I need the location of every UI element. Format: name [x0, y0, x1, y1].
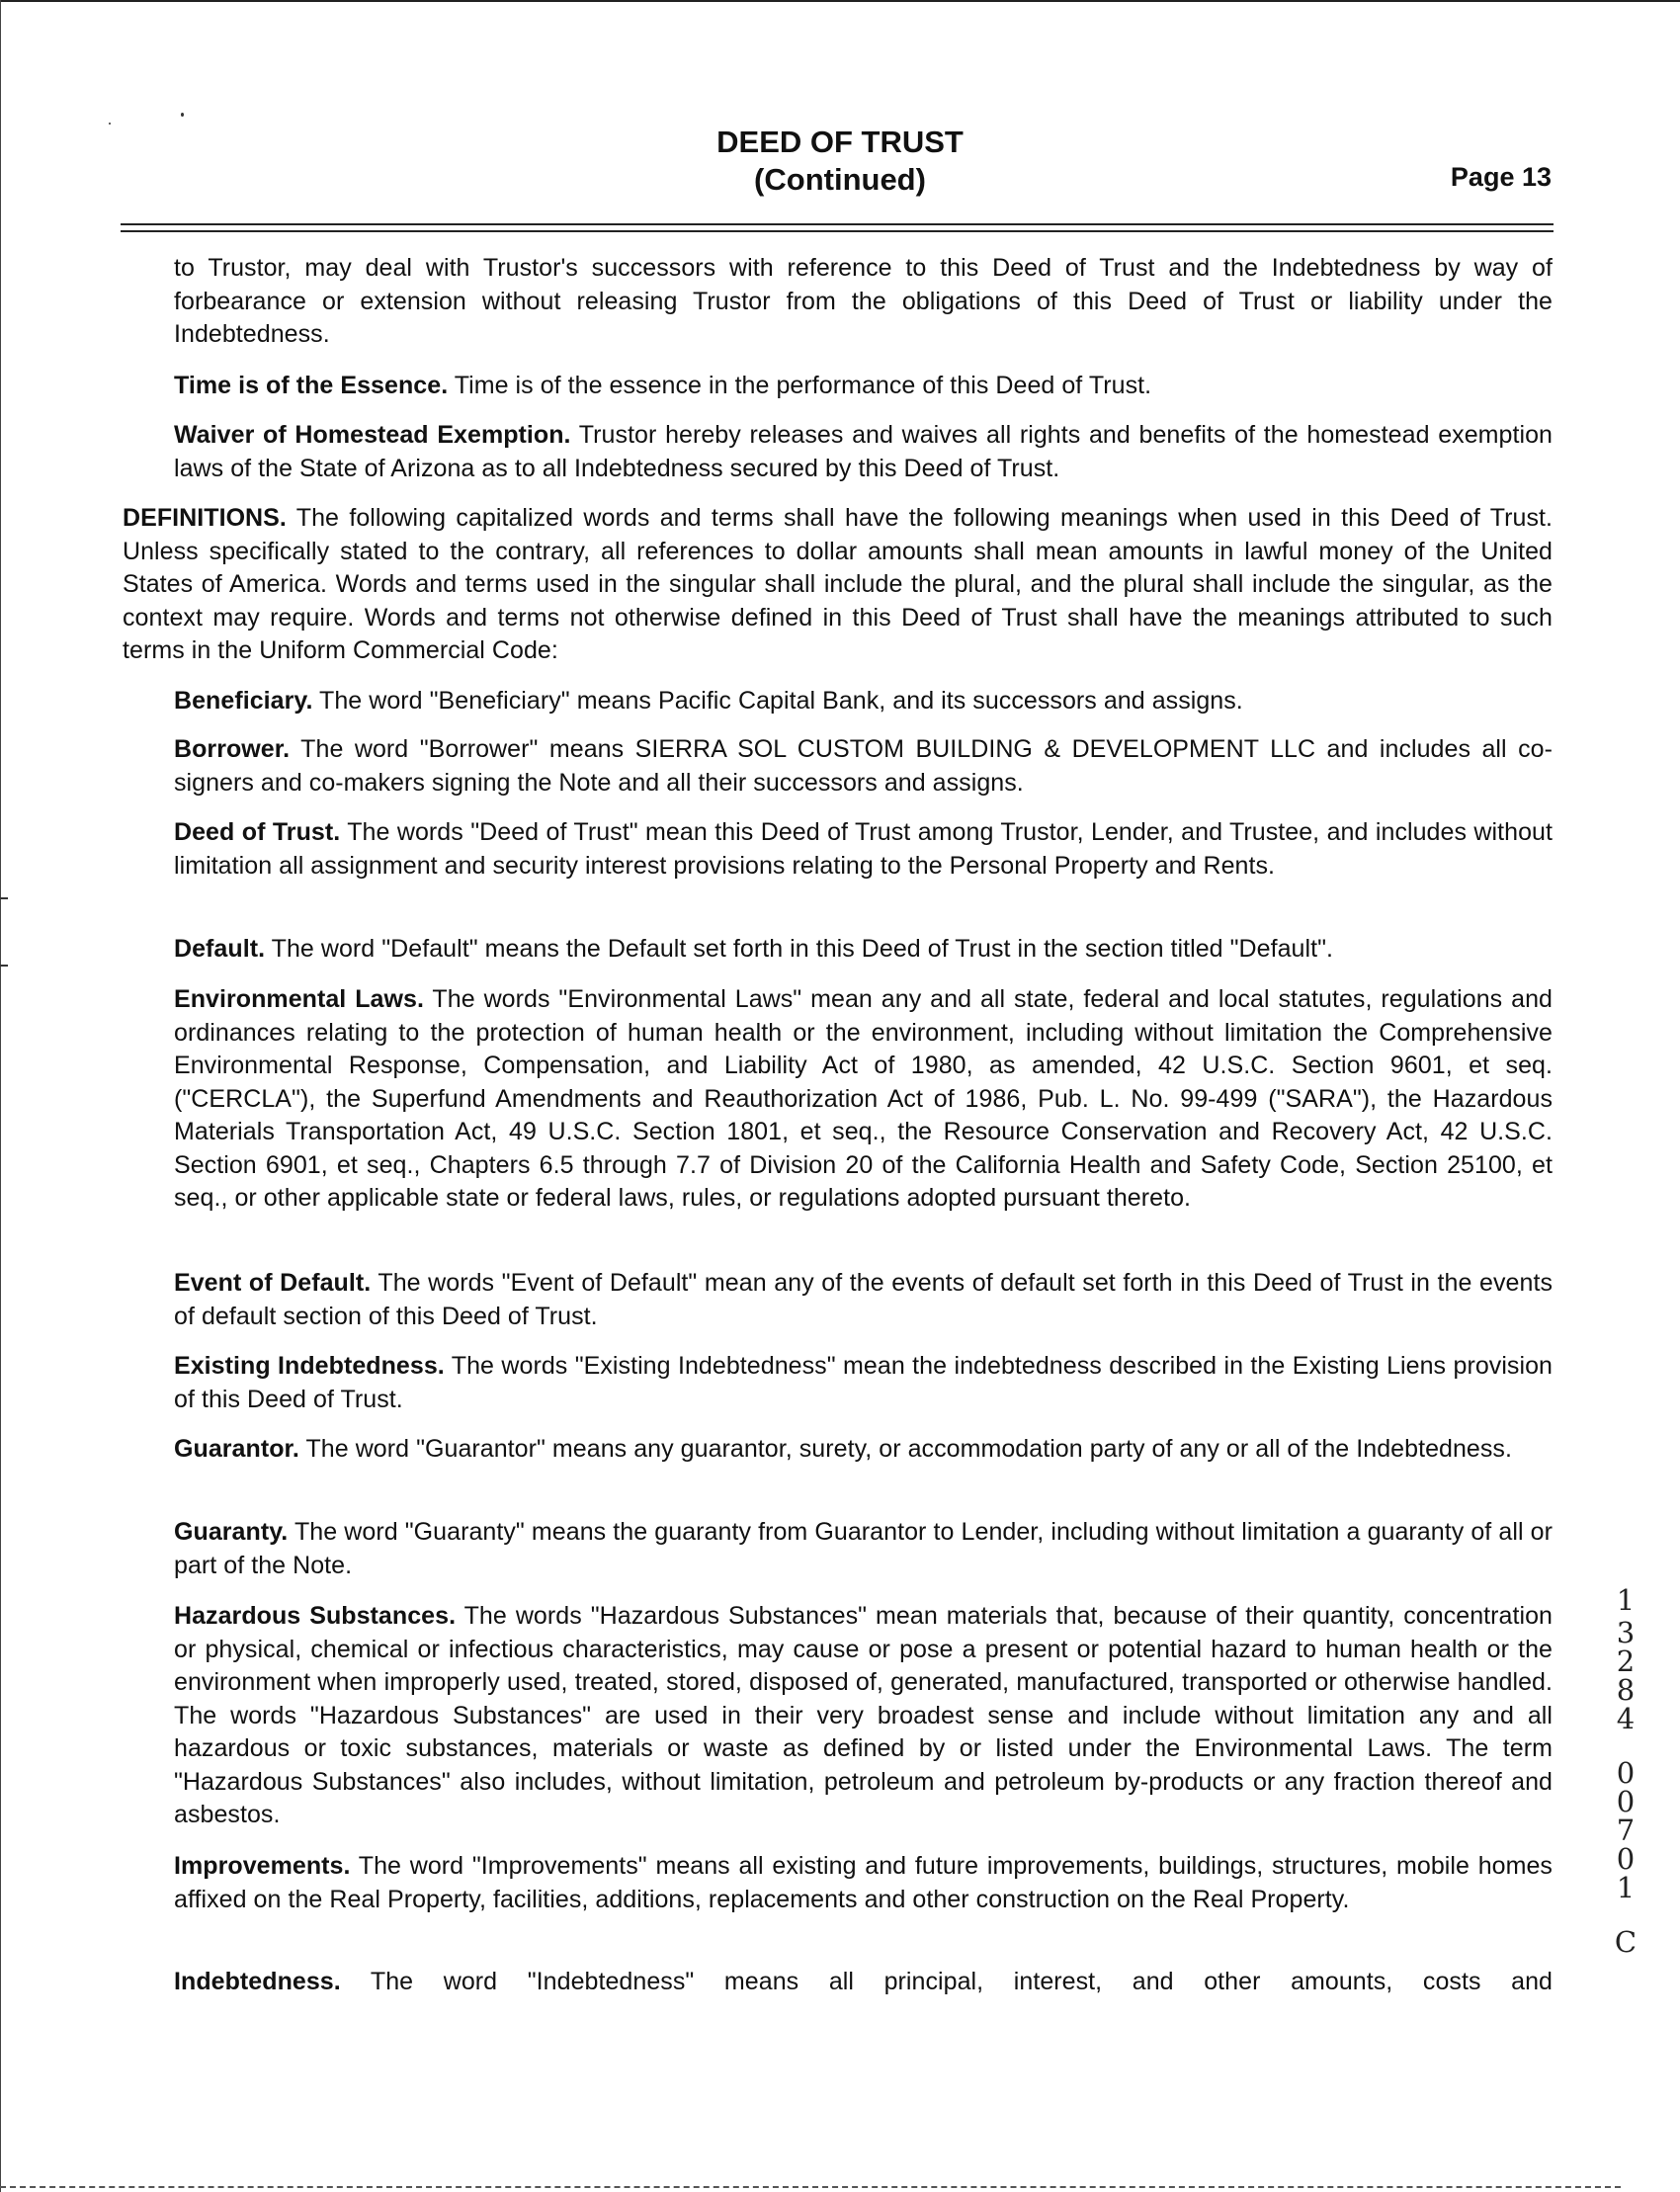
term-label: Hazardous Substances. — [174, 1602, 457, 1630]
term-label: Existing Indebtedness. — [174, 1352, 445, 1380]
term-label: Improvements. — [174, 1852, 351, 1880]
page-number: Page 13 — [1450, 162, 1552, 192]
margin-stamp-char: 2 — [1616, 1644, 1636, 1678]
term-text: The words "Environmental Laws" mean any and all state, federal and local statutes, regulations and ordinances relating to the protection of human health or the environment, including without limitation the Comprehensive Environmental Response, Compensation, and Liability Act of 1980, as amended, 42 U.S.C. Section 9601, et seq. ("CERCLA"), the Superfund Amendments and Reauthorization Act of 1986, Pub. L. No. 99-499 ("SARA"), the Hazardous Materials Transportation Act, 49 U.S.C. Section 1801, et seq., the Resource Conservation and Recovery Act, 42 U.S.C. Section 6901, et seq., Chapters 6.5 through 7.7 of Division 20 of the California Health and Safety Code, Section 25100, et seq., or other applicable state or federal laws, rules, or regulations adopted pursuant thereto. — [174, 985, 1554, 1212]
margin-stamp-char: 8 — [1616, 1673, 1636, 1707]
margin-stamp-char: 7 — [1616, 1813, 1636, 1847]
term-label: Deed of Trust. — [174, 818, 341, 846]
definition-existing-indebtedness — [174, 1350, 1553, 1416]
margin-stamp-char: 0 — [1616, 1842, 1636, 1876]
continuation-paragraph: to Trustor, may deal with Trustor's successors with reference to this Deed of Trust and the Indebtedness by way of forbearance or extension without releasing Trustor from the obligations of this Deed of Trust or liability under the Indebtedness. — [174, 254, 1553, 348]
term-text: The word "Beneficiary" means Pacific Capital Bank, and its successors and assigns. — [312, 687, 1243, 715]
margin-stamp-char: C — [1614, 1925, 1638, 1959]
definition-default — [174, 933, 1553, 967]
definition-guarantor — [174, 1433, 1553, 1467]
term-text: The word "Borrower" means SIERRA SOL CUSTOM BUILDING & DEVELOPMENT LLC and includes all co-signers and co-makers signing the Note and all their successors and assigns. — [174, 735, 1553, 797]
term-label: Borrower. — [174, 735, 291, 763]
document-subtitle: (Continued) — [754, 162, 926, 197]
term-text: The words "Deed of Trust" mean this Deed of Trust among Trustor, Lender, and Trustee, and includes without limitation all assignment and security interest provisions relating to the Personal Property and Rents. — [174, 818, 1553, 880]
scan-speck — [109, 123, 111, 125]
term-label: Guaranty. — [174, 1518, 289, 1546]
margin-stamp-char: 0 — [1616, 1756, 1636, 1790]
definition-hazardous-substances — [174, 1600, 1553, 1832]
margin-stamp-char: 0 — [1616, 1785, 1636, 1818]
term-text: The word "Guarantor" means any guarantor, surety, or accommodation party of any or all of the Indebtedness. — [298, 1435, 1512, 1463]
term-text: The words "Event of Default" mean any of the events of default set forth in this Deed of Trust in the events of default section of this Deed of Trust. — [174, 1269, 1553, 1330]
clause-label: Time is of the Essence. — [174, 372, 449, 399]
definition-guaranty — [174, 1516, 1553, 1582]
term-text: The words "Existing Indebtedness" mean the indebtedness described in the Existing Liens provision of this Deed of Trust. — [174, 1352, 1553, 1413]
header-rule-top — [121, 223, 1554, 225]
term-text: The words "Hazardous Substances" mean materials that, because of their quantity, concentration or physical, chemical or infectious characteristics, may cause or pose a present or potential hazard to human health or the environment when improperly used, treated, stored, disposed of, generated, manufactured, transported or otherwise handled. The words "Hazardous Substances" are used in their very broadest sense and include without limitation any and all hazardous or toxic substances, materials or waste as defined by or listed under the Environmental Laws. The term "Hazardous Substances" also includes, without limitation, petroleum and petroleum by-products or any fraction thereof and asbestos. — [174, 1602, 1553, 1828]
term-label: Indebtedness. — [174, 1968, 341, 1995]
clause-text: Time is of the essence in the performance of this Deed of Trust. — [448, 372, 1152, 399]
term-text: The word "Guaranty" means the guaranty from Guarantor to Lender, including without limitation a guaranty of all or part of the Note. — [174, 1518, 1553, 1579]
term-label: Beneficiary. — [174, 687, 313, 715]
definition-event-of-default — [174, 1267, 1553, 1333]
term-text: The word "Default" means the Default set forth in this Deed of Trust in the section titled "Default". — [265, 935, 1334, 963]
clause-label: Waiver of Homestead Exemption. — [174, 421, 571, 449]
term-text: The word "Indebtedness" means all principal, interest, and other amounts, costs and — [340, 1968, 1553, 1995]
term-label: Environmental Laws. — [174, 985, 424, 1013]
term-label: Event of Default. — [174, 1269, 372, 1297]
section-text: The following capitalized words and terms shall have the following meanings when used in this Deed of Trust. Unless specifically stated to the contrary, all references to dollar amounts shall mean amounts in lawful money of the United States of America. Words and terms used in the singular shall include the plural, and the plural shall include the singular, as the context may require. Words and terms not otherwise defined in this Deed of Trust shall have the meanings attributed to such terms in the Uniform Commercial Code: — [123, 504, 1553, 664]
scan-mark — [0, 965, 8, 967]
clause-text: Trustor hereby releases and waives all rights and benefits of the homestead exemption laws of the State of Arizona as to all Indebtedness secured by this Deed of Trust. — [174, 421, 1553, 482]
definition-beneficiary — [174, 685, 1553, 718]
margin-stamp-char: 1 — [1616, 1871, 1636, 1904]
homestead-waiver-clause — [174, 419, 1553, 485]
page-bottom-edge — [0, 2186, 1621, 2188]
header-rule-bottom — [121, 230, 1554, 232]
term-text: The word "Improvements" means all existing and future improvements, buildings, structures, mobile homes affixed on the Real Property, facilities, additions, replacements and other construction on the Real Property. — [174, 1852, 1553, 1913]
definition-deed-of-trust — [174, 816, 1553, 883]
margin-stamp-char: 1 — [1616, 1583, 1636, 1617]
term-label: Guarantor. — [174, 1435, 299, 1463]
page-top-edge — [0, 0, 1680, 2]
definition-environmental-laws — [174, 983, 1553, 1216]
term-label: Default. — [174, 935, 266, 963]
definitions-intro — [123, 502, 1553, 668]
margin-stamp-char: 3 — [1616, 1616, 1636, 1649]
section-heading: DEFINITIONS. — [123, 504, 287, 532]
scan-mark — [0, 897, 8, 899]
margin-stamp-char: 4 — [1616, 1702, 1636, 1735]
page-left-edge — [0, 0, 1, 2192]
definition-indebtedness — [174, 1966, 1553, 1999]
scan-speck — [181, 113, 184, 117]
definition-improvements — [174, 1850, 1553, 1916]
definition-borrower — [174, 733, 1553, 800]
document-title: DEED OF TRUST — [716, 125, 964, 159]
time-essence-clause — [174, 370, 1553, 403]
